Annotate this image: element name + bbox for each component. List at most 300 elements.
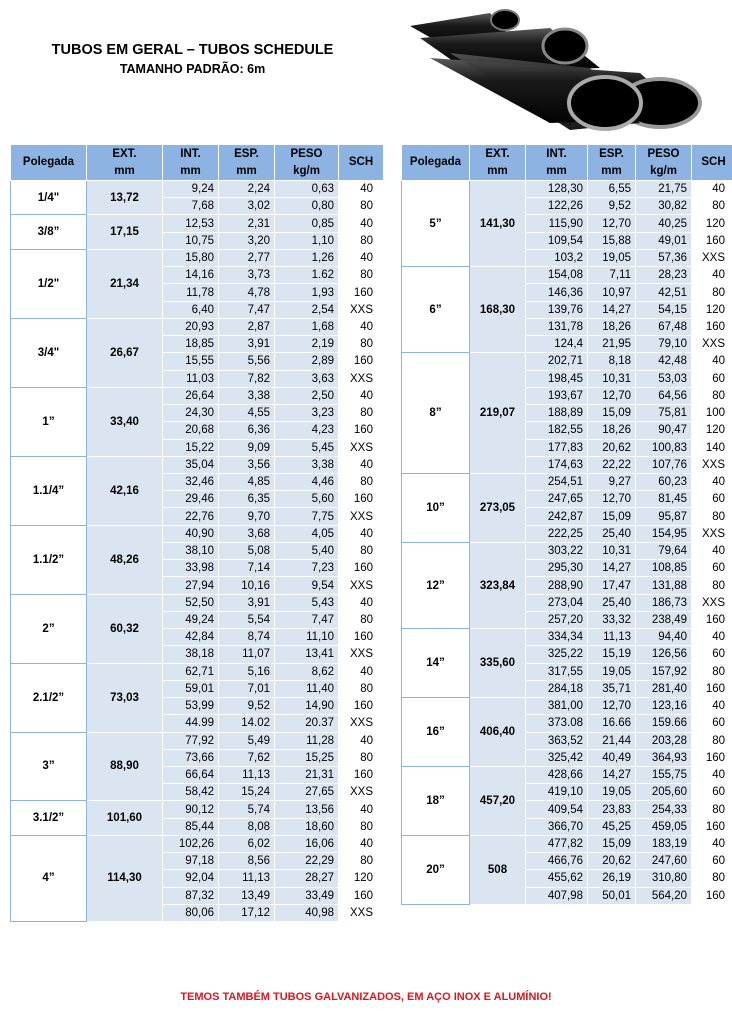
esp-cell: 11,13 [588, 629, 636, 646]
peso-cell: 60,23 [636, 473, 692, 490]
int-cell: 242,87 [526, 508, 588, 525]
esp-cell: 6,02 [219, 835, 275, 852]
sch-cell: 120 [692, 301, 732, 318]
peso-cell: 27,65 [275, 784, 339, 801]
size-cell: 5” [402, 181, 470, 267]
size-cell: 1.1/4” [11, 456, 87, 525]
peso-cell: 9,54 [275, 577, 339, 594]
esp-cell: 17,12 [219, 904, 275, 921]
sch-cell: XXS [692, 525, 732, 542]
sch-cell: XXS [692, 456, 732, 473]
esp-cell: 18,26 [588, 422, 636, 439]
sch-cell: 160 [339, 560, 384, 577]
header-ext: EXT. mm [87, 145, 163, 181]
int-cell: 115,90 [526, 215, 588, 232]
esp-cell: 2,31 [219, 215, 275, 232]
sch-cell: XXS [339, 577, 384, 594]
int-cell: 20,93 [163, 318, 219, 335]
sch-cell: 80 [692, 387, 732, 404]
esp-cell: 9,70 [219, 508, 275, 525]
int-cell: 40,90 [163, 525, 219, 542]
esp-cell: 26,19 [588, 870, 636, 887]
ext-cell: 73,03 [87, 663, 163, 732]
int-cell: 128,30 [526, 181, 588, 198]
peso-cell: 155,75 [636, 766, 692, 783]
peso-cell: 95,87 [636, 508, 692, 525]
int-cell: 85,44 [163, 818, 219, 835]
peso-cell: 123,16 [636, 698, 692, 715]
peso-cell: 79,10 [636, 336, 692, 353]
header-int: INT. mm [526, 145, 588, 181]
int-cell: 26,64 [163, 387, 219, 404]
sch-cell: 40 [692, 698, 732, 715]
sch-cell: 80 [339, 232, 384, 249]
sch-cell: XXS [339, 370, 384, 387]
peso-cell: 157,92 [636, 663, 692, 680]
esp-cell: 13,49 [219, 887, 275, 904]
esp-cell: 3,91 [219, 594, 275, 611]
sch-cell: 80 [339, 680, 384, 697]
esp-cell: 21,44 [588, 732, 636, 749]
esp-cell: 11,07 [219, 646, 275, 663]
int-cell: 52,50 [163, 594, 219, 611]
peso-cell: 20.37 [275, 715, 339, 732]
peso-cell: 28,23 [636, 267, 692, 284]
peso-cell: 21,31 [275, 766, 339, 783]
int-cell: 477,82 [526, 835, 588, 852]
int-cell: 182,55 [526, 422, 588, 439]
sch-cell: 100 [692, 405, 732, 422]
esp-cell: 15,09 [588, 508, 636, 525]
sch-cell: 80 [339, 473, 384, 490]
int-cell: 12,53 [163, 215, 219, 232]
table-row [11, 456, 384, 473]
peso-cell: 75,81 [636, 405, 692, 422]
sch-cell: 40 [692, 473, 732, 490]
header-ext: EXT. mm [470, 145, 526, 181]
peso-cell: 11,40 [275, 680, 339, 697]
esp-cell: 12,70 [588, 215, 636, 232]
esp-cell: 5,49 [219, 732, 275, 749]
int-cell: 363,52 [526, 732, 588, 749]
sch-cell: 40 [339, 181, 384, 198]
sch-cell: 80 [692, 732, 732, 749]
peso-cell: 183,19 [636, 835, 692, 852]
int-cell: 14,16 [163, 267, 219, 284]
esp-cell: 9,52 [219, 698, 275, 715]
esp-cell: 6,55 [588, 181, 636, 198]
esp-cell: 3,73 [219, 267, 275, 284]
table-row [11, 835, 384, 852]
peso-cell: 42,51 [636, 284, 692, 301]
esp-cell: 4,55 [219, 405, 275, 422]
peso-cell: 159.66 [636, 715, 692, 732]
peso-cell: 108,85 [636, 560, 692, 577]
int-cell: 254,51 [526, 473, 588, 490]
sch-cell: 120 [339, 870, 384, 887]
ext-cell: 26,67 [87, 318, 163, 387]
esp-cell: 3,02 [219, 198, 275, 215]
ext-cell: 323,84 [470, 542, 526, 628]
size-cell: 12” [402, 542, 470, 628]
int-cell: 92,04 [163, 870, 219, 887]
size-cell: 8” [402, 353, 470, 474]
sch-cell: 40 [692, 267, 732, 284]
header-peso: PESO kg/m [636, 145, 692, 181]
header-polegada: Polegada [402, 145, 470, 181]
int-cell: 6,40 [163, 301, 219, 318]
esp-cell: 9,27 [588, 473, 636, 490]
ext-cell: 219,07 [470, 353, 526, 474]
int-cell: 325,42 [526, 749, 588, 766]
table-row [402, 698, 732, 715]
esp-cell: 10,97 [588, 284, 636, 301]
int-cell: 409,54 [526, 801, 588, 818]
int-cell: 32,46 [163, 473, 219, 490]
sch-cell: 40 [339, 525, 384, 542]
int-cell: 373.08 [526, 715, 588, 732]
esp-cell: 7,14 [219, 560, 275, 577]
sch-cell: 160 [692, 318, 732, 335]
esp-cell: 4,78 [219, 284, 275, 301]
peso-cell: 5,43 [275, 594, 339, 611]
int-cell: 419,10 [526, 784, 588, 801]
right-pipe-table [401, 144, 732, 905]
int-cell: 53,99 [163, 698, 219, 715]
peso-cell: 94,40 [636, 629, 692, 646]
peso-cell: 42,48 [636, 353, 692, 370]
int-cell: 124,4 [526, 336, 588, 353]
size-cell: 1/4" [11, 181, 87, 215]
esp-cell: 2,24 [219, 181, 275, 198]
table-row [11, 594, 384, 611]
peso-cell: 205,60 [636, 784, 692, 801]
sch-cell: 80 [339, 853, 384, 870]
esp-cell: 21,95 [588, 336, 636, 353]
esp-cell: 15,19 [588, 646, 636, 663]
peso-cell: 7,23 [275, 560, 339, 577]
sch-cell: 60 [692, 853, 732, 870]
esp-cell: 11,13 [219, 766, 275, 783]
sch-cell: 40 [692, 353, 732, 370]
ext-cell: 48,26 [87, 525, 163, 594]
esp-cell: 3,38 [219, 387, 275, 404]
table-row [402, 766, 732, 783]
peso-cell: 57,36 [636, 249, 692, 266]
int-cell: 109,54 [526, 232, 588, 249]
table-row [402, 473, 732, 490]
sch-cell: XXS [339, 301, 384, 318]
sch-cell: XXS [339, 715, 384, 732]
int-cell: 103,2 [526, 249, 588, 266]
sch-cell: 160 [692, 749, 732, 766]
size-cell: 20” [402, 835, 470, 904]
int-cell: 97,18 [163, 853, 219, 870]
sch-cell: XXS [339, 646, 384, 663]
ext-cell: 13,72 [87, 181, 163, 215]
peso-cell: 281,40 [636, 680, 692, 697]
ext-cell: 101,60 [87, 801, 163, 835]
peso-cell: 154,95 [636, 525, 692, 542]
int-cell: 49,24 [163, 611, 219, 628]
peso-cell: 131,88 [636, 577, 692, 594]
int-cell: 66,64 [163, 766, 219, 783]
sch-cell: XXS [692, 249, 732, 266]
peso-cell: 18,60 [275, 818, 339, 835]
sch-cell: XXS [692, 594, 732, 611]
esp-cell: 14.02 [219, 715, 275, 732]
header-esp: ESP. mm [219, 145, 275, 181]
left-table-body [11, 181, 384, 922]
int-cell: 131,78 [526, 318, 588, 335]
esp-cell: 19,05 [588, 784, 636, 801]
int-cell: 381,00 [526, 698, 588, 715]
esp-cell: 12,70 [588, 698, 636, 715]
peso-cell: 11,10 [275, 629, 339, 646]
esp-cell: 15,24 [219, 784, 275, 801]
ext-cell: 335,60 [470, 629, 526, 698]
sch-cell: 80 [692, 801, 732, 818]
sch-cell: 40 [339, 732, 384, 749]
esp-cell: 35,71 [588, 680, 636, 697]
header-polegada: Polegada [11, 145, 87, 181]
sch-cell: 80 [339, 542, 384, 559]
int-cell: 90,12 [163, 801, 219, 818]
esp-cell: 12,70 [588, 491, 636, 508]
table-row [11, 525, 384, 542]
sch-cell: 80 [339, 611, 384, 628]
size-cell: 3.1/2” [11, 801, 87, 835]
size-cell: 1” [11, 387, 87, 456]
left-pipe-table [10, 144, 384, 922]
int-cell: 146,36 [526, 284, 588, 301]
esp-cell: 8,18 [588, 353, 636, 370]
int-cell: 87,32 [163, 887, 219, 904]
peso-cell: 40,98 [275, 904, 339, 921]
table-row [11, 387, 384, 404]
peso-cell: 3,38 [275, 456, 339, 473]
esp-cell: 5,08 [219, 542, 275, 559]
table-row [11, 732, 384, 749]
sch-cell: 160 [339, 629, 384, 646]
steel-pipes-image [410, 8, 710, 133]
esp-cell: 25,40 [588, 594, 636, 611]
header-sch: SCH [692, 145, 732, 181]
peso-cell: 186,73 [636, 594, 692, 611]
esp-cell: 15,09 [588, 405, 636, 422]
sch-cell: 80 [692, 508, 732, 525]
sch-cell: 160 [692, 680, 732, 697]
peso-cell: 2,19 [275, 336, 339, 353]
peso-cell: 100,83 [636, 439, 692, 456]
table-row [11, 318, 384, 335]
peso-cell: 13,41 [275, 646, 339, 663]
esp-cell: 8,74 [219, 629, 275, 646]
peso-cell: 64,56 [636, 387, 692, 404]
int-cell: 154,08 [526, 267, 588, 284]
size-cell: 16” [402, 698, 470, 767]
size-cell: 2.1/2” [11, 663, 87, 732]
peso-cell: 30,82 [636, 198, 692, 215]
esp-cell: 2,87 [219, 318, 275, 335]
sch-cell: 40 [339, 801, 384, 818]
peso-cell: 254,33 [636, 801, 692, 818]
int-cell: 11,78 [163, 284, 219, 301]
int-cell: 303,22 [526, 542, 588, 559]
table-row [11, 249, 384, 266]
sch-cell: 80 [692, 284, 732, 301]
int-cell: 174,63 [526, 456, 588, 473]
esp-cell: 8,08 [219, 818, 275, 835]
sch-cell: 80 [339, 818, 384, 835]
esp-cell: 15,09 [588, 835, 636, 852]
size-cell: 2” [11, 594, 87, 663]
sch-cell: 60 [692, 491, 732, 508]
ext-cell: 42,16 [87, 456, 163, 525]
int-cell: 9,24 [163, 181, 219, 198]
table-row [402, 267, 732, 284]
esp-cell: 20,62 [588, 853, 636, 870]
sch-cell: 160 [692, 232, 732, 249]
sch-cell: 80 [339, 749, 384, 766]
sch-cell: 80 [339, 405, 384, 422]
peso-cell: 13,56 [275, 801, 339, 818]
int-cell: 35,04 [163, 456, 219, 473]
peso-cell: 15,25 [275, 749, 339, 766]
esp-cell: 45,25 [588, 818, 636, 835]
int-cell: 80,06 [163, 904, 219, 921]
esp-cell: 9,52 [588, 198, 636, 215]
size-cell: 3” [11, 732, 87, 801]
sch-cell: 120 [692, 422, 732, 439]
esp-cell: 8,56 [219, 853, 275, 870]
sch-cell: 160 [339, 491, 384, 508]
int-cell: 62,71 [163, 663, 219, 680]
esp-cell: 14,27 [588, 560, 636, 577]
int-cell: 288,90 [526, 577, 588, 594]
esp-cell: 20,62 [588, 439, 636, 456]
ext-cell: 17,15 [87, 215, 163, 249]
ext-cell: 168,30 [470, 267, 526, 353]
peso-cell: 459,05 [636, 818, 692, 835]
size-cell: 18” [402, 766, 470, 835]
sch-cell: 160 [339, 698, 384, 715]
peso-cell: 81,45 [636, 491, 692, 508]
int-cell: 18,85 [163, 336, 219, 353]
sch-cell: 160 [339, 353, 384, 370]
sch-cell: 40 [692, 835, 732, 852]
esp-cell: 7,47 [219, 301, 275, 318]
peso-cell: 79,64 [636, 542, 692, 559]
int-cell: 20,68 [163, 422, 219, 439]
esp-cell: 6,35 [219, 491, 275, 508]
int-cell: 188,89 [526, 405, 588, 422]
sch-cell: 60 [692, 370, 732, 387]
int-cell: 102,26 [163, 835, 219, 852]
size-cell: 3/4" [11, 318, 87, 387]
ext-cell: 21,34 [87, 249, 163, 318]
esp-cell: 7,01 [219, 680, 275, 697]
ext-cell: 114,30 [87, 835, 163, 921]
int-cell: 198,45 [526, 370, 588, 387]
int-cell: 7,68 [163, 198, 219, 215]
sch-cell: 40 [339, 215, 384, 232]
sch-cell: 60 [692, 560, 732, 577]
esp-cell: 5,54 [219, 611, 275, 628]
sch-cell: 160 [692, 611, 732, 628]
int-cell: 407,98 [526, 887, 588, 904]
int-cell: 295,30 [526, 560, 588, 577]
esp-cell: 14,27 [588, 766, 636, 783]
peso-cell: 8,62 [275, 663, 339, 680]
esp-cell: 14,27 [588, 301, 636, 318]
int-cell: 58,42 [163, 784, 219, 801]
peso-cell: 49,01 [636, 232, 692, 249]
sch-cell: 140 [692, 439, 732, 456]
esp-cell: 7,82 [219, 370, 275, 387]
peso-cell: 2,50 [275, 387, 339, 404]
esp-cell: 23,83 [588, 801, 636, 818]
footer-note: TEMOS TAMBÉM TUBOS GALVANIZADOS, EM AÇO INOX E ALUMÍNIO! [180, 991, 552, 1003]
sch-cell: 40 [339, 456, 384, 473]
esp-cell: 50,01 [588, 887, 636, 904]
int-cell: 334,34 [526, 629, 588, 646]
esp-cell: 3,91 [219, 336, 275, 353]
table-row [11, 181, 384, 198]
sch-cell: 160 [692, 887, 732, 904]
page-title: TUBOS EM GERAL – TUBOS SCHEDULE [51, 42, 334, 58]
peso-cell: 1,68 [275, 318, 339, 335]
esp-cell: 4,85 [219, 473, 275, 490]
sch-cell: 80 [339, 198, 384, 215]
int-cell: 44.99 [163, 715, 219, 732]
int-cell: 22,76 [163, 508, 219, 525]
sch-cell: 40 [692, 181, 732, 198]
esp-cell: 10,31 [588, 370, 636, 387]
header-esp: ESP. mm [588, 145, 636, 181]
esp-cell: 19,05 [588, 663, 636, 680]
sch-cell: 160 [339, 887, 384, 904]
ext-cell: 88,90 [87, 732, 163, 801]
esp-cell: 2,77 [219, 249, 275, 266]
esp-cell: 5,56 [219, 353, 275, 370]
peso-cell: 22,29 [275, 853, 339, 870]
int-cell: 193,67 [526, 387, 588, 404]
peso-cell: 3,23 [275, 405, 339, 422]
peso-cell: 5,45 [275, 439, 339, 456]
peso-cell: 67,48 [636, 318, 692, 335]
peso-cell: 7,47 [275, 611, 339, 628]
peso-cell: 4,05 [275, 525, 339, 542]
peso-cell: 203,28 [636, 732, 692, 749]
table-row [402, 629, 732, 646]
size-cell: 1.1/2” [11, 525, 87, 594]
peso-cell: 126,56 [636, 646, 692, 663]
size-cell: 4” [11, 835, 87, 921]
table-row [11, 215, 384, 232]
ext-cell: 141,30 [470, 181, 526, 267]
sch-cell: 40 [339, 387, 384, 404]
ext-cell: 457,20 [470, 766, 526, 835]
header-sch: SCH [339, 145, 384, 181]
esp-cell: 16.66 [588, 715, 636, 732]
esp-cell: 25,40 [588, 525, 636, 542]
sch-cell: XXS [692, 336, 732, 353]
peso-cell: 21,75 [636, 181, 692, 198]
int-cell: 455,62 [526, 870, 588, 887]
esp-cell: 17,47 [588, 577, 636, 594]
peso-cell: 0,85 [275, 215, 339, 232]
